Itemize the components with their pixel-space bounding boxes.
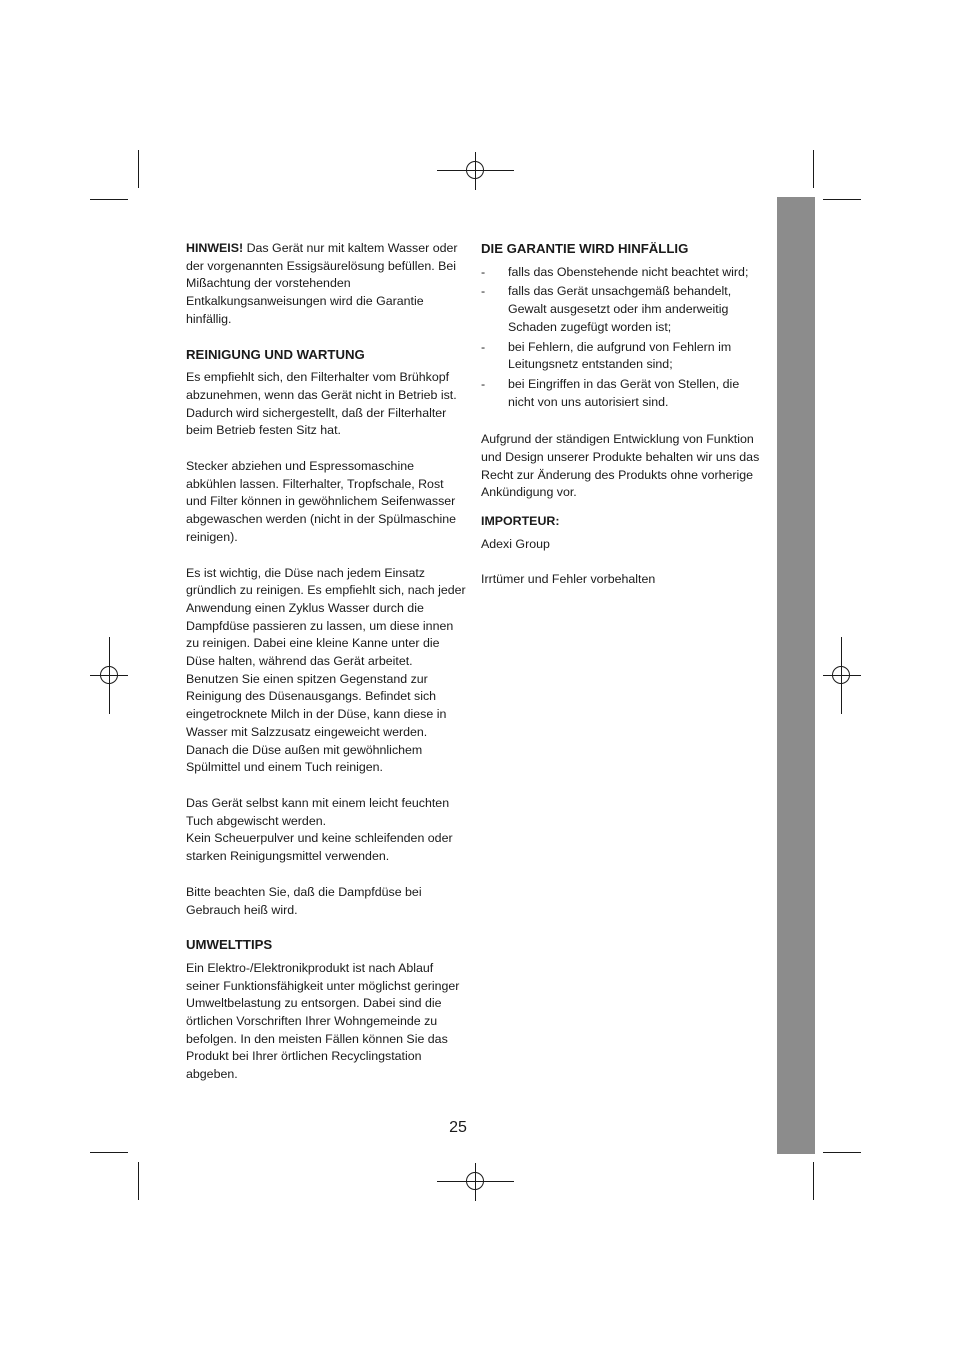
environment-heading: UMWELTTIPS (186, 937, 273, 953)
crop-mark-bottom-left-v (138, 1162, 139, 1200)
crop-mark-top-left-h (90, 199, 128, 200)
warranty-item: - falls das Obenstehende nicht beachtet wird; (481, 264, 766, 282)
warranty-list (481, 264, 766, 412)
crop-mark-top-right-h (823, 199, 861, 200)
left-column (186, 240, 466, 1084)
cleaning-paragraph-6: Bitte beachten Sie, daß die Dampfdüse bei Gebrauch heiß wird. (186, 884, 422, 917)
right-column (481, 240, 766, 588)
disclaimer: Irrtümer und Fehler vorbehalten (481, 571, 656, 586)
crop-mark-top-left-v (138, 150, 139, 188)
cleaning-heading: REINIGUNG UND WARTUNG (186, 346, 365, 362)
side-tab-bar (777, 197, 815, 1154)
cleaning-paragraph-1: Es empfiehlt sich, den Filterhalter vom Brühkopf abzunehmen, wenn das Gerät nicht in Betrieb ist. Dadurch wird sichergestellt, daß der Filterhalter beim Betrieb festen Sitz hat. (186, 370, 457, 438)
cleaning-paragraph-5: Kein Scheuerpulver und keine schleifenden oder starken Reinigungsmittel verwenden. (186, 831, 453, 864)
cleaning-paragraph-4: Das Gerät selbst kann mit einem leicht feuchten Tuch abgewischt werden. (186, 795, 450, 828)
notice-label: HINWEIS! (186, 241, 244, 255)
environment-paragraph: Ein Elektro-/Elektronikprodukt ist nach Ablauf seiner Funktionsfähigkeit unter möglichst geringer Umweltbelastung zu entsorgen. Dabei sind die örtlichen Vorschriften Ihrer Wohngemeinde zu befolgen. In den meisten Fällen können Sie das Produkt bei Ihrer örtlichen Recyclingstation abgeben. (186, 960, 460, 1082)
warranty-item: - falls das Gerät unsachgemäß behandelt, Gewalt ausgesetzt oder ihm anderweitig Schaden zugefügt worden ist; (481, 283, 766, 336)
warranty-item: - bei Eingriffen in das Gerät von Stellen, die nicht von uns autorisiert sind. (481, 376, 766, 411)
development-paragraph: Aufgrund der ständigen Entwicklung von Funktion und Design unserer Produkte behalten wir uns das Recht zur Änderung des Produkts ohne vorherige Ankündigung vor. (481, 432, 760, 500)
importer-name: Adexi Group (481, 536, 550, 551)
crop-mark-bottom-left-h (90, 1152, 128, 1153)
page-number: 25 (449, 1119, 467, 1136)
notice-text: Das Gerät nur mit kaltem Wasser oder der vorgenannten Essigsäurelösung befüllen. Bei Mißachtung der vorstehenden Entkalkungsanweisungen wird die Garantie hinfällig. (186, 241, 458, 326)
crop-mark-top-right-v (813, 150, 814, 188)
cleaning-paragraph-2: Stecker abziehen und Espressomaschine abkühlen lassen. Filterhalter, Tropfschale, Rost und Filter können in gewöhnlichem Seifenwasser abgewaschen werden (nicht in der Spülmaschine reinigen). (186, 459, 456, 544)
warranty-heading: DIE GARANTIE WIRD HINFÄLLIG (481, 241, 689, 256)
crop-mark-bottom-right-v (813, 1162, 814, 1200)
warranty-item: - bei Fehlern, die aufgrund von Fehlern im Leitungsnetz entstanden sind; (481, 339, 766, 374)
crop-mark-bottom-right-h (823, 1152, 861, 1153)
cleaning-paragraph-3: Es ist wichtig, die Düse nach jedem Einsatz gründlich zu reinigen. Es empfiehlt sich, nach jeder Anwendung einen Zyklus Wasser durch die Dampfdüse passieren zu lassen, um diese innen zu reinigen. Dabei eine kleine Kanne unter die Düse halten, während das Gerät arbeitet. Benutzen Sie einen spitzen Gegenstand zur Reinigung des Düsenausgangs. Befindet sich eingetrocknete Milch in der Düse, kann diese in Wasser mit Salzzusatz eingeweicht werden. Danach die Düse außen mit gewöhnlichem Spülmittel und einem Tuch reinigen. (186, 565, 466, 775)
notice-paragraph (186, 240, 466, 329)
importer-label: IMPORTEUR: (481, 514, 560, 529)
